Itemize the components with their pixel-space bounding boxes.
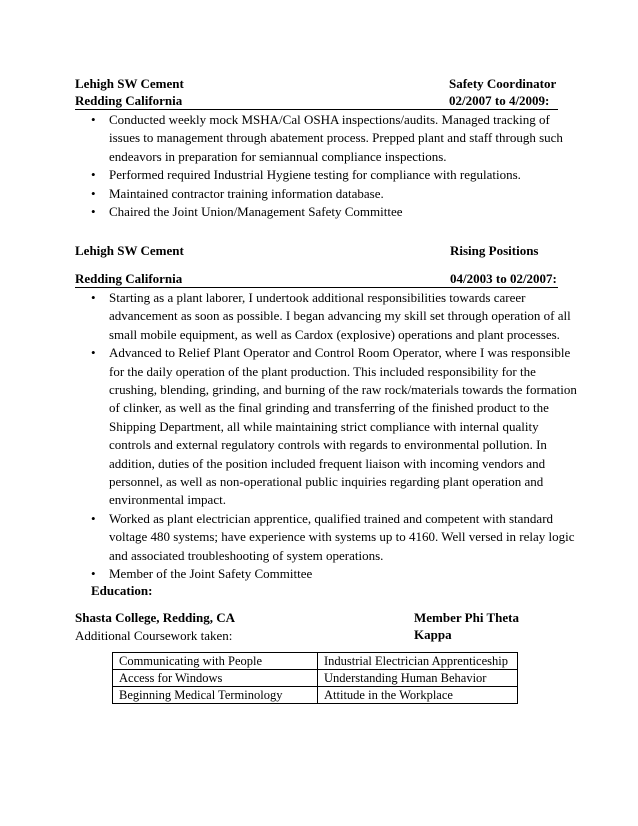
job1-company: Lehigh SW Cement: [75, 76, 184, 91]
job2-subheader: [75, 270, 558, 288]
education-heading: Education:: [91, 583, 153, 598]
bullet-icon: •: [91, 510, 96, 526]
table-cell: Industrial Electrician Apprenticeship: [318, 653, 518, 670]
table-cell: Beginning Medical Terminology: [113, 687, 318, 704]
table-row: [113, 653, 518, 670]
table-cell: Attitude in the Workplace: [318, 687, 518, 704]
table-row: [113, 687, 518, 704]
bullet-icon: •: [91, 185, 96, 201]
table-cell: Access for Windows: [113, 670, 318, 687]
list-item: • Maintained contractor training information database.: [75, 185, 579, 203]
list-item: • Conducted weekly mock MSHA/Cal OSHA inspections/audits. Managed tracking of issues to management through abatement process. Prepped plant and staff through such endeavors in preparation for semiannual compliance inspections.: [91, 112, 563, 164]
job1-title: Safety Coordinator: [449, 76, 557, 91]
job1-subheader: [75, 92, 558, 110]
list-item: • Chaired the Joint Union/Management Safety Committee: [75, 203, 579, 221]
honor-society: Member Phi Theta Kappa: [414, 610, 519, 642]
table-row: [113, 670, 518, 687]
bullet-icon: •: [91, 566, 96, 582]
bullet-icon: •: [91, 345, 96, 361]
list-item: • Performed required Industrial Hygiene testing for compliance with regulations.: [75, 166, 579, 184]
job2-dates: 04/2003 to 02/2007:: [450, 271, 557, 286]
list-item: • Member of the Joint Safety Committee: [75, 565, 579, 583]
table-cell: Understanding Human Behavior: [318, 670, 518, 687]
job1-dates: 02/2007 to 4/2009:: [449, 93, 550, 108]
job2-title: Rising Positions: [450, 243, 539, 258]
job1-header: [75, 75, 558, 92]
list-item: • Worked as plant electrician apprentice, qualified trained and competent with standard voltage 480 systems; have experience with systems up to 4160. Well versed in relay logic and associated troubleshooting of system operations.: [91, 510, 575, 563]
job2-bullet-list: [75, 289, 579, 584]
job2-location: Redding California: [75, 271, 183, 286]
job1-location: Redding California: [75, 93, 183, 108]
table-cell: Communicating with People: [113, 653, 318, 670]
coursework-table: [112, 652, 518, 704]
job2-header: [75, 242, 558, 259]
school-name: Shasta College, Redding, CA: [75, 610, 235, 625]
bullet-icon: •: [91, 290, 96, 305]
job2-company: Lehigh SW Cement: [75, 243, 184, 258]
job1-bullet-list: [75, 111, 579, 221]
list-item: • Starting as a plant laborer, I undertook additional responsibilities towards career advancement as soon as possible. I began advancing my skill set through operation of all small mobile equipment, as well as Cardox (explosive) operations and plant processes.: [91, 290, 571, 342]
bullet-icon: •: [91, 112, 96, 127]
bullet-icon: •: [91, 204, 96, 220]
coursework-label: Additional Coursework taken:: [75, 628, 233, 643]
list-item: • Advanced to Relief Plant Operator and Control Room Operator, where I was responsible for the daily operation of the plant production. This included responsibility for the crushing, blending, grinding, and burning of the raw rock/materials towards the formation of clinker, as well as the final grinding and transferring of the finished product to the Shipping Department, all while maintaining strict compliance with internal quality controls and external regulatory controls with regards to environmental pollution. In addition, duties of the position included frequent liaison with incoming vendors and personnel, as well as non-operational public inquiries regarding plant operation and environmental impact.: [91, 345, 577, 508]
bullet-icon: •: [91, 167, 96, 183]
